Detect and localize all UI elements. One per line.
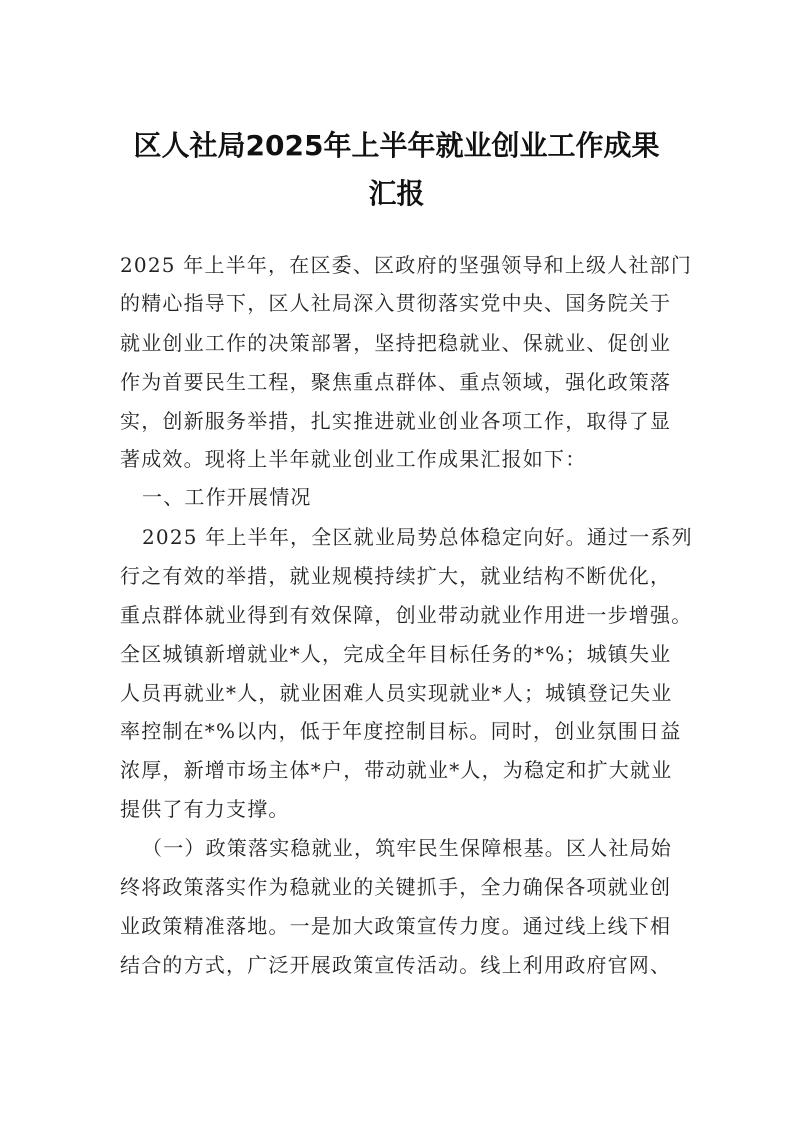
body-line: 就业创业工作的决策部署，坚持把稳就业、保就业、促创业: [120, 331, 672, 355]
body-line: 全区城镇新增就业*人，完成全年目标任务的*%；城镇失业: [120, 642, 672, 666]
section-heading: 一、工作开展情况: [142, 485, 312, 509]
body-line: 结合的方式，广泛开展政策宣传活动。线上利用政府官网、: [120, 953, 672, 977]
body-line: 著成效。现将上半年就业创业工作成果汇报如下：: [120, 447, 587, 471]
body-line: 业政策精准落地。一是加大政策宣传力度。通过线上线下相: [120, 914, 672, 938]
body-line: 重点群体就业得到有效保障，创业带动就业作用进一步增强。: [120, 603, 693, 627]
document-title-line-2: 汇报: [368, 177, 425, 210]
body-line: 作为首要民生工程，聚焦重点群体、重点领域，强化政策落: [120, 370, 672, 394]
body-line: 终将政策落实作为稳就业的关键抓手，全力确保各项就业创: [120, 875, 672, 899]
body-line: 行之有效的举措，就业规模持续扩大，就业结构不断优化，: [120, 564, 672, 588]
subsection-heading-line: （一）政策落实稳就业，筑牢民生保障根基。区人社局始: [142, 836, 672, 860]
body-line: 浓厚，新增市场主体*户，带动就业*人，为稳定和扩大就业: [120, 758, 673, 782]
body-line: 2025 年上半年，在区委、区政府的坚强领导和上级人社部门: [120, 253, 693, 277]
body-line: 提供了有力支撑。: [120, 797, 290, 821]
document-title-line-1: 区人社局2025年上半年就业创业工作成果: [133, 129, 660, 162]
body-line: 2025 年上半年，全区就业局势总体稳定向好。通过一系列: [142, 525, 693, 549]
body-line: 实，创新服务举措，扎实推进就业创业各项工作，取得了显: [120, 409, 672, 433]
body-line: 人员再就业*人，就业困难人员实现就业*人；城镇登记失业: [120, 681, 673, 705]
body-line: 率控制在*%以内，低于年度控制目标。同时，创业氛围日益: [120, 719, 682, 743]
body-line: 的精心指导下，区人社局深入贯彻落实党中央、国务院关于: [120, 291, 672, 315]
